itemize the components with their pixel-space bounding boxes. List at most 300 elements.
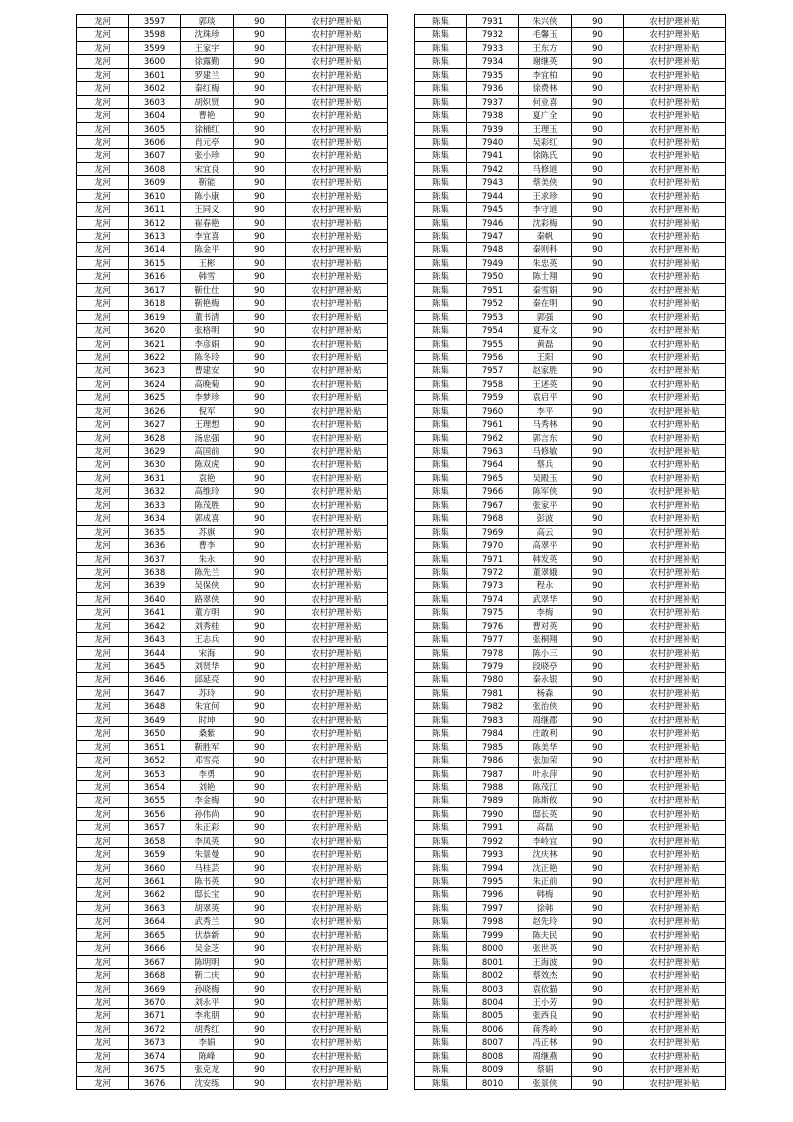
serial-number-cell: 3628 <box>129 431 181 444</box>
subsidy-type-cell: 农村护理补贴 <box>624 794 726 807</box>
serial-number-cell: 3667 <box>129 955 181 968</box>
name-cell: 王小芳 <box>519 995 572 1008</box>
amount-cell: 90 <box>572 350 624 363</box>
serial-number-cell: 7971 <box>467 552 519 565</box>
serial-number-cell: 7996 <box>467 888 519 901</box>
township-cell: 陈集 <box>415 1049 467 1062</box>
table-row <box>77 189 388 202</box>
township-cell: 陈集 <box>415 579 467 592</box>
name-cell: 王阳 <box>519 350 572 363</box>
subsidy-type-cell: 农村护理补贴 <box>624 230 726 243</box>
subsidy-type-cell: 农村护理补贴 <box>286 928 388 941</box>
amount-cell: 90 <box>572 807 624 820</box>
name-cell: 路翠侠 <box>181 592 234 605</box>
name-cell: 陈双虎 <box>181 458 234 471</box>
subsidy-type-cell: 农村护理补贴 <box>286 767 388 780</box>
name-cell: 吴殿玉 <box>519 471 572 484</box>
name-cell: 毛馨玉 <box>519 28 572 41</box>
township-cell: 龙河 <box>77 740 129 753</box>
subsidy-type-cell: 农村护理补贴 <box>286 498 388 511</box>
township-cell: 陈集 <box>415 754 467 767</box>
name-cell: 马秀林 <box>519 418 572 431</box>
township-cell: 龙河 <box>77 955 129 968</box>
subsidy-type-cell: 农村护理补贴 <box>286 1036 388 1049</box>
serial-number-cell: 7943 <box>467 176 519 189</box>
serial-number-cell: 3654 <box>129 780 181 793</box>
serial-number-cell: 3618 <box>129 297 181 310</box>
name-cell: 邓雪亮 <box>181 754 234 767</box>
name-cell: 张格明 <box>181 324 234 337</box>
right-roster-table <box>414 14 726 1090</box>
township-cell: 陈集 <box>415 888 467 901</box>
serial-number-cell: 7946 <box>467 216 519 229</box>
amount-cell: 90 <box>572 660 624 673</box>
subsidy-type-cell: 农村护理补贴 <box>286 525 388 538</box>
township-cell: 陈集 <box>415 122 467 135</box>
township-cell: 陈集 <box>415 310 467 323</box>
subsidy-type-cell: 农村护理补贴 <box>624 727 726 740</box>
serial-number-cell: 3622 <box>129 350 181 363</box>
subsidy-type-cell: 农村护理补贴 <box>286 821 388 834</box>
subsidy-type-cell: 农村护理补贴 <box>624 176 726 189</box>
table-row <box>415 28 726 41</box>
serial-number-cell: 7965 <box>467 471 519 484</box>
name-cell: 蔡美侠 <box>519 176 572 189</box>
township-cell: 龙河 <box>77 243 129 256</box>
table-row <box>415 700 726 713</box>
name-cell: 吴彩红 <box>519 135 572 148</box>
name-cell: 彭波 <box>519 512 572 525</box>
township-cell: 陈集 <box>415 404 467 417</box>
serial-number-cell: 3658 <box>129 834 181 847</box>
amount-cell: 90 <box>234 525 286 538</box>
amount-cell: 90 <box>572 297 624 310</box>
township-cell: 陈集 <box>415 1009 467 1022</box>
name-cell: 叶永萍 <box>519 767 572 780</box>
township-cell: 龙河 <box>77 512 129 525</box>
serial-number-cell: 7967 <box>467 498 519 511</box>
amount-cell: 90 <box>572 754 624 767</box>
serial-number-cell: 8002 <box>467 969 519 982</box>
amount-cell: 90 <box>234 216 286 229</box>
township-cell: 龙河 <box>77 673 129 686</box>
amount-cell: 90 <box>234 995 286 1008</box>
table-row <box>77 149 388 162</box>
table-row <box>415 498 726 511</box>
name-cell: 崔春艳 <box>181 216 234 229</box>
subsidy-type-cell: 农村护理补贴 <box>286 162 388 175</box>
subsidy-type-cell: 农村护理补贴 <box>286 673 388 686</box>
amount-cell: 90 <box>234 834 286 847</box>
right-roster-body <box>415 15 726 1090</box>
subsidy-type-cell: 农村护理补贴 <box>286 15 388 28</box>
serial-number-cell: 7994 <box>467 861 519 874</box>
table-row <box>415 713 726 726</box>
table-row <box>77 1049 388 1062</box>
township-cell: 龙河 <box>77 485 129 498</box>
subsidy-type-cell: 农村护理补贴 <box>286 135 388 148</box>
township-cell: 陈集 <box>415 162 467 175</box>
township-cell: 陈集 <box>415 149 467 162</box>
name-cell: 高翠平 <box>519 539 572 552</box>
name-cell: 陈明明 <box>181 955 234 968</box>
subsidy-type-cell: 农村护理补贴 <box>624 848 726 861</box>
township-cell: 陈集 <box>415 1063 467 1076</box>
name-cell: 王东方 <box>519 41 572 54</box>
township-cell: 龙河 <box>77 418 129 431</box>
subsidy-type-cell: 农村护理补贴 <box>286 418 388 431</box>
table-row <box>77 404 388 417</box>
amount-cell: 90 <box>572 337 624 350</box>
name-cell: 朱兴侠 <box>519 15 572 28</box>
amount-cell: 90 <box>234 727 286 740</box>
name-cell: 郭琰 <box>181 15 234 28</box>
subsidy-type-cell: 农村护理补贴 <box>286 1076 388 1089</box>
name-cell: 刘永平 <box>181 995 234 1008</box>
name-cell: 张桐翔 <box>519 633 572 646</box>
amount-cell: 90 <box>234 310 286 323</box>
serial-number-cell: 3663 <box>129 901 181 914</box>
serial-number-cell: 3671 <box>129 1009 181 1022</box>
township-cell: 龙河 <box>77 901 129 914</box>
subsidy-type-cell: 农村护理补贴 <box>286 471 388 484</box>
table-row <box>77 230 388 243</box>
name-cell: 沈彩梅 <box>519 216 572 229</box>
name-cell: 李金梅 <box>181 794 234 807</box>
name-cell: 李宜柏 <box>519 68 572 81</box>
serial-number-cell: 3613 <box>129 230 181 243</box>
table-row <box>77 780 388 793</box>
table-row <box>77 377 388 390</box>
table-row <box>77 633 388 646</box>
name-cell: 陈夫民 <box>519 928 572 941</box>
serial-number-cell: 7944 <box>467 189 519 202</box>
amount-cell: 90 <box>234 324 286 337</box>
amount-cell: 90 <box>234 391 286 404</box>
subsidy-type-cell: 农村护理补贴 <box>286 512 388 525</box>
table-row <box>415 512 726 525</box>
township-cell: 陈集 <box>415 995 467 1008</box>
township-cell: 陈集 <box>415 458 467 471</box>
amount-cell: 90 <box>234 377 286 390</box>
subsidy-type-cell: 农村护理补贴 <box>286 592 388 605</box>
subsidy-type-cell: 农村护理补贴 <box>624 767 726 780</box>
amount-cell: 90 <box>572 928 624 941</box>
table-row <box>77 122 388 135</box>
subsidy-type-cell: 农村护理补贴 <box>624 955 726 968</box>
township-cell: 陈集 <box>415 418 467 431</box>
subsidy-type-cell: 农村护理补贴 <box>624 713 726 726</box>
serial-number-cell: 7952 <box>467 297 519 310</box>
amount-cell: 90 <box>572 552 624 565</box>
table-row <box>415 686 726 699</box>
table-row <box>77 565 388 578</box>
subsidy-type-cell: 农村护理补贴 <box>286 1063 388 1076</box>
township-cell: 龙河 <box>77 189 129 202</box>
table-row <box>415 297 726 310</box>
table-row <box>415 565 726 578</box>
subsidy-type-cell: 农村护理补贴 <box>624 68 726 81</box>
township-cell: 陈集 <box>415 135 467 148</box>
subsidy-type-cell: 农村护理补贴 <box>286 391 388 404</box>
amount-cell: 90 <box>572 861 624 874</box>
name-cell: 何业喜 <box>519 95 572 108</box>
serial-number-cell: 3637 <box>129 552 181 565</box>
township-cell: 陈集 <box>415 243 467 256</box>
amount-cell: 90 <box>572 445 624 458</box>
township-cell: 陈集 <box>415 15 467 28</box>
table-row <box>77 700 388 713</box>
township-cell: 陈集 <box>415 337 467 350</box>
subsidy-type-cell: 农村护理补贴 <box>624 875 726 888</box>
township-cell: 龙河 <box>77 68 129 81</box>
amount-cell: 90 <box>234 28 286 41</box>
subsidy-type-cell: 农村护理补贴 <box>624 377 726 390</box>
serial-number-cell: 7997 <box>467 901 519 914</box>
township-cell: 陈集 <box>415 875 467 888</box>
amount-cell: 90 <box>572 135 624 148</box>
name-cell: 武秀兰 <box>181 915 234 928</box>
table-row <box>77 955 388 968</box>
amount-cell: 90 <box>572 1009 624 1022</box>
serial-number-cell: 3617 <box>129 283 181 296</box>
table-row <box>415 942 726 955</box>
name-cell: 邸长宝 <box>181 888 234 901</box>
amount-cell: 90 <box>234 955 286 968</box>
subsidy-type-cell: 农村护理补贴 <box>286 834 388 847</box>
amount-cell: 90 <box>234 673 286 686</box>
serial-number-cell: 3649 <box>129 713 181 726</box>
amount-cell: 90 <box>572 700 624 713</box>
township-cell: 陈集 <box>415 485 467 498</box>
subsidy-type-cell: 农村护理补贴 <box>286 1009 388 1022</box>
township-cell: 陈集 <box>415 28 467 41</box>
subsidy-type-cell: 农村护理补贴 <box>624 458 726 471</box>
township-cell: 龙河 <box>77 1076 129 1089</box>
township-cell: 陈集 <box>415 324 467 337</box>
township-cell: 龙河 <box>77 982 129 995</box>
serial-number-cell: 3675 <box>129 1063 181 1076</box>
name-cell: 胡翠英 <box>181 901 234 914</box>
subsidy-type-cell: 农村护理补贴 <box>624 485 726 498</box>
subsidy-type-cell: 农村护理补贴 <box>624 471 726 484</box>
name-cell: 李勇 <box>181 767 234 780</box>
township-cell: 龙河 <box>77 350 129 363</box>
township-cell: 龙河 <box>77 633 129 646</box>
amount-cell: 90 <box>572 243 624 256</box>
serial-number-cell: 7948 <box>467 243 519 256</box>
table-row <box>415 995 726 1008</box>
subsidy-type-cell: 农村护理补贴 <box>624 673 726 686</box>
table-row <box>415 875 726 888</box>
township-cell: 陈集 <box>415 283 467 296</box>
name-cell: 王海波 <box>519 955 572 968</box>
serial-number-cell: 7939 <box>467 122 519 135</box>
township-cell: 龙河 <box>77 297 129 310</box>
subsidy-type-cell: 农村护理补贴 <box>286 243 388 256</box>
subsidy-type-cell: 农村护理补贴 <box>624 256 726 269</box>
table-row <box>77 471 388 484</box>
amount-cell: 90 <box>572 270 624 283</box>
township-cell: 龙河 <box>77 606 129 619</box>
table-row <box>415 740 726 753</box>
subsidy-type-cell: 农村护理补贴 <box>624 28 726 41</box>
name-cell: 朱永 <box>181 552 234 565</box>
township-cell: 陈集 <box>415 1036 467 1049</box>
name-cell: 徐露勤 <box>181 55 234 68</box>
serial-number-cell: 7986 <box>467 754 519 767</box>
serial-number-cell: 8009 <box>467 1063 519 1076</box>
township-cell: 龙河 <box>77 377 129 390</box>
table-row <box>415 431 726 444</box>
serial-number-cell: 7953 <box>467 310 519 323</box>
township-cell: 陈集 <box>415 95 467 108</box>
serial-number-cell: 7976 <box>467 619 519 632</box>
name-cell: 吴金芝 <box>181 942 234 955</box>
name-cell: 肖元亭 <box>181 135 234 148</box>
table-row <box>415 928 726 941</box>
subsidy-type-cell: 农村护理补贴 <box>624 861 726 874</box>
township-cell: 陈集 <box>415 767 467 780</box>
township-cell: 陈集 <box>415 834 467 847</box>
amount-cell: 90 <box>572 592 624 605</box>
serial-number-cell: 3645 <box>129 660 181 673</box>
serial-number-cell: 7990 <box>467 807 519 820</box>
name-cell: 李娟 <box>181 1036 234 1049</box>
table-row <box>77 673 388 686</box>
subsidy-type-cell: 农村护理补贴 <box>624 552 726 565</box>
township-cell: 龙河 <box>77 995 129 1008</box>
name-cell: 吴保侠 <box>181 579 234 592</box>
subsidy-type-cell: 农村护理补贴 <box>624 754 726 767</box>
amount-cell: 90 <box>234 915 286 928</box>
amount-cell: 90 <box>234 458 286 471</box>
amount-cell: 90 <box>234 633 286 646</box>
name-cell: 张小珍 <box>181 149 234 162</box>
serial-number-cell: 7955 <box>467 337 519 350</box>
table-row <box>415 633 726 646</box>
subsidy-type-cell: 农村护理补贴 <box>624 203 726 216</box>
subsidy-type-cell: 农村护理补贴 <box>624 135 726 148</box>
amount-cell: 90 <box>572 109 624 122</box>
subsidy-type-cell: 农村护理补贴 <box>624 418 726 431</box>
table-row <box>415 216 726 229</box>
serial-number-cell: 7960 <box>467 404 519 417</box>
serial-number-cell: 3650 <box>129 727 181 740</box>
township-cell: 龙河 <box>77 391 129 404</box>
table-row <box>415 203 726 216</box>
serial-number-cell: 7957 <box>467 364 519 377</box>
table-row <box>77 498 388 511</box>
name-cell: 赵先玲 <box>519 915 572 928</box>
subsidy-type-cell: 农村护理补贴 <box>286 969 388 982</box>
amount-cell: 90 <box>234 68 286 81</box>
table-row <box>415 95 726 108</box>
serial-number-cell: 3634 <box>129 512 181 525</box>
amount-cell: 90 <box>572 82 624 95</box>
table-row <box>77 713 388 726</box>
township-cell: 龙河 <box>77 619 129 632</box>
table-row <box>415 767 726 780</box>
table-row <box>415 982 726 995</box>
name-cell: 袁艳 <box>181 471 234 484</box>
subsidy-type-cell: 农村护理补贴 <box>286 189 388 202</box>
subsidy-type-cell: 农村护理补贴 <box>286 1049 388 1062</box>
table-row <box>77 821 388 834</box>
township-cell: 陈集 <box>415 364 467 377</box>
table-row <box>77 942 388 955</box>
subsidy-type-cell: 农村护理补贴 <box>286 337 388 350</box>
amount-cell: 90 <box>234 1009 286 1022</box>
amount-cell: 90 <box>572 955 624 968</box>
amount-cell: 90 <box>572 68 624 81</box>
amount-cell: 90 <box>572 256 624 269</box>
serial-number-cell: 3607 <box>129 149 181 162</box>
township-cell: 陈集 <box>415 619 467 632</box>
serial-number-cell: 7951 <box>467 283 519 296</box>
subsidy-type-cell: 农村护理补贴 <box>286 686 388 699</box>
township-cell: 陈集 <box>415 861 467 874</box>
subsidy-type-cell: 农村护理补贴 <box>286 310 388 323</box>
subsidy-type-cell: 农村护理补贴 <box>286 350 388 363</box>
name-cell: 倪军 <box>181 404 234 417</box>
amount-cell: 90 <box>572 1049 624 1062</box>
serial-number-cell: 7998 <box>467 915 519 928</box>
name-cell: 杨森 <box>519 686 572 699</box>
serial-number-cell: 8010 <box>467 1076 519 1089</box>
name-cell: 秦在明 <box>519 297 572 310</box>
table-row <box>415 525 726 538</box>
table-row <box>77 807 388 820</box>
subsidy-type-cell: 农村护理补贴 <box>624 969 726 982</box>
subsidy-type-cell: 农村护理补贴 <box>286 740 388 753</box>
subsidy-type-cell: 农村护理补贴 <box>286 754 388 767</box>
township-cell: 陈集 <box>415 297 467 310</box>
name-cell: 刘秀桂 <box>181 619 234 632</box>
amount-cell: 90 <box>234 82 286 95</box>
name-cell: 陈冬玲 <box>181 350 234 363</box>
serial-number-cell: 8006 <box>467 1022 519 1035</box>
subsidy-type-cell: 农村护理补贴 <box>624 445 726 458</box>
subsidy-type-cell: 农村护理补贴 <box>624 942 726 955</box>
township-cell: 龙河 <box>77 1036 129 1049</box>
subsidy-type-cell: 农村护理补贴 <box>286 565 388 578</box>
serial-number-cell: 7987 <box>467 767 519 780</box>
table-row <box>415 646 726 659</box>
amount-cell: 90 <box>572 579 624 592</box>
name-cell: 王彬 <box>181 256 234 269</box>
amount-cell: 90 <box>234 15 286 28</box>
subsidy-type-cell: 农村护理补贴 <box>286 713 388 726</box>
name-cell: 朱景曼 <box>181 848 234 861</box>
name-cell: 高维玲 <box>181 485 234 498</box>
name-cell: 沈安练 <box>181 1076 234 1089</box>
serial-number-cell: 7966 <box>467 485 519 498</box>
subsidy-type-cell: 农村护理补贴 <box>286 68 388 81</box>
amount-cell: 90 <box>234 700 286 713</box>
name-cell: 高国前 <box>181 445 234 458</box>
township-cell: 龙河 <box>77 162 129 175</box>
subsidy-type-cell: 农村护理补贴 <box>624 901 726 914</box>
serial-number-cell: 7980 <box>467 673 519 686</box>
amount-cell: 90 <box>572 512 624 525</box>
township-cell: 龙河 <box>77 176 129 189</box>
township-cell: 龙河 <box>77 888 129 901</box>
table-row <box>77 391 388 404</box>
name-cell: 董方明 <box>181 606 234 619</box>
table-row <box>415 727 726 740</box>
amount-cell: 90 <box>234 982 286 995</box>
